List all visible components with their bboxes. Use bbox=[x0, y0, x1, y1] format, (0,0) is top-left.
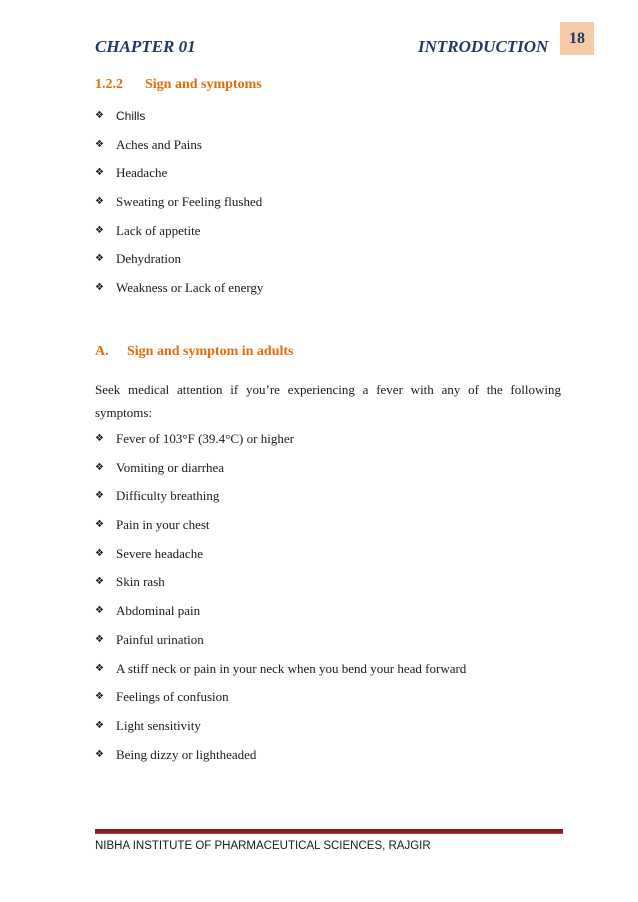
list-item-text: A stiff neck or pain in your neck when you bend your head forward bbox=[116, 660, 467, 676]
list-item bbox=[95, 603, 466, 632]
list-item-text: Vomiting or diarrhea bbox=[116, 459, 225, 475]
list-item-text: Dehydration bbox=[116, 251, 181, 267]
diamond-bullet-icon: ❖ bbox=[95, 691, 104, 703]
diamond-bullet-icon: ❖ bbox=[95, 138, 104, 150]
diamond-bullet-icon: ❖ bbox=[95, 576, 104, 588]
list-item bbox=[95, 108, 263, 137]
list-item bbox=[95, 747, 466, 776]
list-item bbox=[95, 251, 263, 280]
subsection-number: A. bbox=[95, 344, 109, 359]
list-item bbox=[95, 137, 263, 166]
list-item-text: Difficulty breathing bbox=[116, 488, 220, 504]
subsection-title: Sign and symptom in adults bbox=[127, 344, 294, 359]
subsection-heading bbox=[95, 344, 294, 360]
diamond-bullet-icon: ❖ bbox=[95, 167, 104, 179]
section-number: 1.2.2 bbox=[95, 77, 123, 92]
list-item-text: Being dizzy or lightheaded bbox=[116, 746, 257, 762]
diamond-bullet-icon: ❖ bbox=[95, 605, 104, 617]
diamond-bullet-icon: ❖ bbox=[95, 110, 104, 121]
list-item bbox=[95, 661, 466, 690]
list-item-text: Aches and Pains bbox=[116, 136, 202, 152]
list-item-text: Headache bbox=[116, 165, 168, 181]
diamond-bullet-icon: ❖ bbox=[95, 282, 104, 294]
list-item bbox=[95, 165, 263, 194]
list-item bbox=[95, 546, 466, 575]
adult-symptoms-list bbox=[95, 431, 466, 775]
list-item-text: Pain in your chest bbox=[116, 517, 210, 533]
list-item-text: Skin rash bbox=[116, 574, 165, 590]
section-heading bbox=[95, 77, 262, 93]
footer-institution: NIBHA INSTITUTE OF PHARMACEUTICAL SCIENCES, RAJGIR bbox=[95, 840, 431, 852]
diamond-bullet-icon: ❖ bbox=[95, 633, 104, 645]
list-item-text: Sweating or Feeling flushed bbox=[116, 194, 263, 210]
list-item bbox=[95, 460, 466, 489]
list-item-text: Severe headache bbox=[116, 545, 203, 561]
list-item bbox=[95, 431, 466, 460]
diamond-bullet-icon: ❖ bbox=[95, 461, 104, 473]
list-item bbox=[95, 718, 466, 747]
footer-divider bbox=[95, 829, 563, 834]
diamond-bullet-icon: ❖ bbox=[95, 719, 104, 731]
symptoms-list bbox=[95, 108, 263, 309]
list-item-text: Feelings of confusion bbox=[116, 689, 229, 705]
section-title: Sign and symptoms bbox=[145, 77, 262, 92]
diamond-bullet-icon: ❖ bbox=[95, 196, 104, 208]
list-item-text: Abdominal pain bbox=[116, 603, 201, 619]
list-item bbox=[95, 632, 466, 661]
list-item-text: Weakness or Lack of energy bbox=[116, 280, 264, 296]
list-item bbox=[95, 689, 466, 718]
list-item bbox=[95, 517, 466, 546]
chapter-title: INTRODUCTION bbox=[418, 37, 549, 56]
diamond-bullet-icon: ❖ bbox=[95, 748, 104, 760]
list-item bbox=[95, 574, 466, 603]
list-item bbox=[95, 194, 263, 223]
list-item-text: Fever of 103°F (39.4°C) or higher bbox=[116, 431, 294, 446]
list-item-text: Light sensitivity bbox=[116, 717, 201, 733]
list-item bbox=[95, 488, 466, 517]
diamond-bullet-icon: ❖ bbox=[95, 519, 104, 531]
diamond-bullet-icon: ❖ bbox=[95, 253, 104, 265]
diamond-bullet-icon: ❖ bbox=[95, 662, 104, 674]
diamond-bullet-icon: ❖ bbox=[95, 433, 104, 444]
chapter-label: CHAPTER 01 bbox=[95, 37, 196, 56]
diamond-bullet-icon: ❖ bbox=[95, 224, 104, 236]
diamond-bullet-icon: ❖ bbox=[95, 547, 104, 559]
intro-paragraph: Seek medical attention if you’re experiencing a fever with any of the following symptoms: bbox=[95, 382, 561, 420]
diamond-bullet-icon: ❖ bbox=[95, 490, 104, 502]
page-number-badge: 18 bbox=[560, 22, 594, 55]
list-item bbox=[95, 223, 263, 252]
list-item-text: Painful urination bbox=[116, 631, 204, 647]
list-item-text: Lack of appetite bbox=[116, 222, 201, 238]
list-item-text: Chills bbox=[116, 109, 146, 123]
list-item bbox=[95, 280, 263, 309]
